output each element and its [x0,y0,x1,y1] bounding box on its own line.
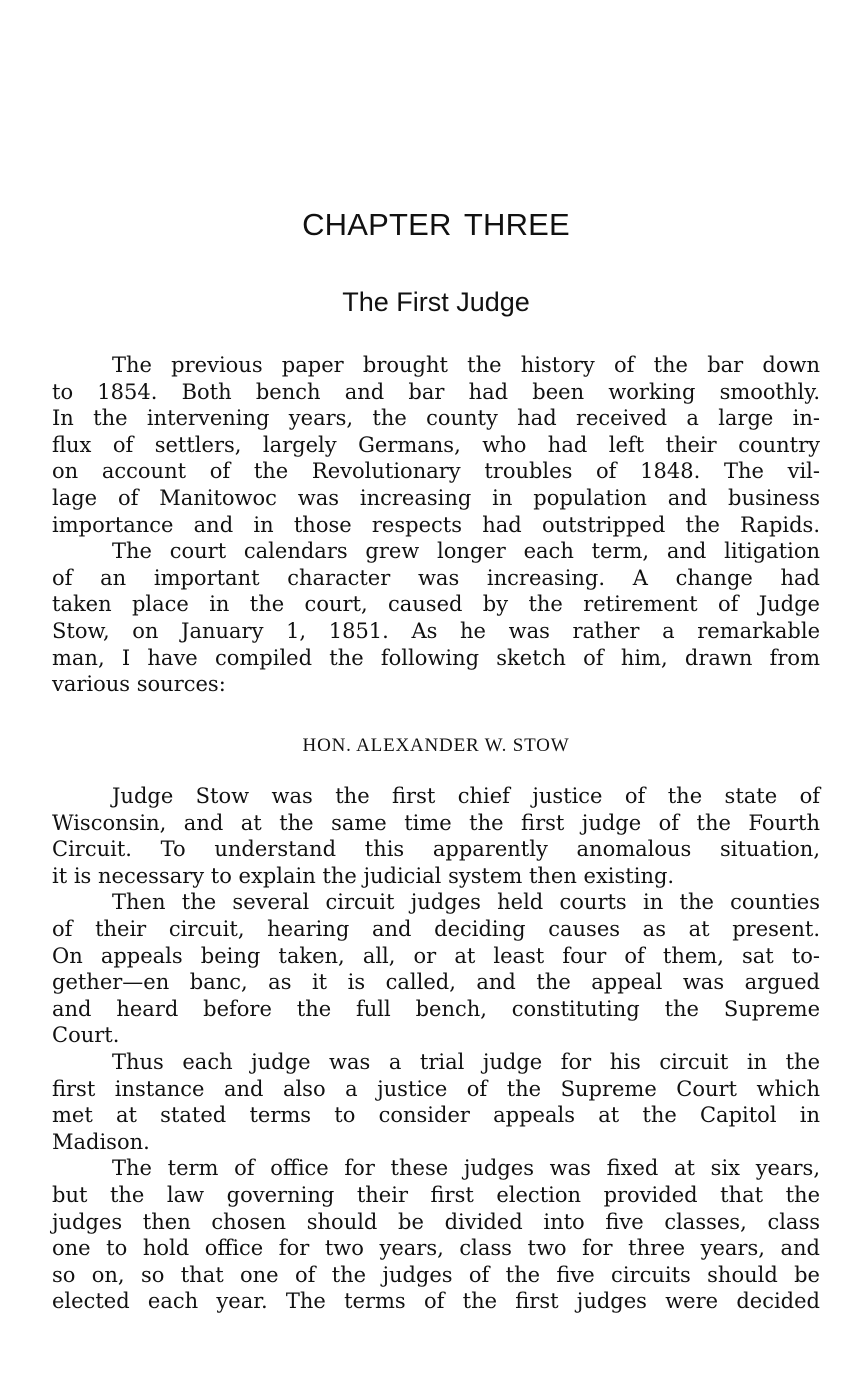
text-line: and heard before the full bench, constituting the Supreme [52,996,820,1021]
paragraph [52,1155,820,1315]
text-line: but the law governing their first election provided that the [52,1182,820,1207]
text-line: Wisconsin, and at the same time the first judge of the Fourth [52,810,820,835]
chapter-title: CHAPTER THREE [302,207,570,242]
text-line: flux of settlers, largely Germans, who had left their country [52,432,820,457]
text-line: Circuit. To understand this apparently anomalous situation, [52,837,820,862]
section-heading: HON. ALEXANDER W. STOW [302,735,570,756]
text-line: on account of the Revolutionary troubles of 1848. The vil- [52,459,820,484]
text-line: Thus each judge was a trial judge for his circuit in the [112,1049,820,1074]
chapter-subtitle: The First Judge [342,287,530,317]
text-line: of their circuit, hearing and deciding causes as at present. [52,916,820,941]
text-line: The court calendars grew longer each term, and litigation [112,539,820,564]
text-line: first instance and also a justice of the Supreme Court which [52,1076,820,1101]
paragraph [52,352,820,538]
paragraph [52,1049,820,1155]
text-line: elected each year. The terms of the first judges were decided [52,1289,820,1314]
text-line: The term of office for these judges was fixed at six years, [112,1156,820,1181]
text-line: On appeals being taken, all, or at least four of them, sat to- [52,943,820,968]
paragraph [52,538,820,698]
paragraph [52,889,820,1049]
text-line: judges then chosen should be divided into five classes, class [52,1209,820,1234]
text-line: to 1854. Both bench and bar had been working smoothly. [52,379,820,404]
text-line: met at stated terms to consider appeals at the Capitol in [52,1103,820,1128]
text-line: it is necessary to explain the judicial system then existing. [52,863,675,888]
text-line: lage of Manitowoc was increasing in population and business [52,485,820,510]
intro-text [52,352,820,698]
text-line: so on, so that one of the judges of the five circuits should be [52,1262,820,1287]
text-line: importance and in those respects had outstripped the Rapids. [52,512,820,537]
paragraph [52,783,820,889]
text-line: Court. [52,1023,120,1048]
text-line: gether—en banc, as it is called, and the appeal was argued [52,970,820,995]
text-line: Judge Stow was the first chief justice of the state of [112,784,820,808]
text-line: Then the several circuit judges held courts in the counties [112,890,820,915]
text-line: Madison. [52,1129,150,1154]
text-line: In the intervening years, the county had received a large in- [52,406,820,431]
section-text [52,783,820,1315]
text-line: various sources: [52,672,226,697]
text-line: Stow, on January 1, 1851. As he was rather a remarkable [52,618,820,643]
text-line: one to hold office for two years, class two for three years, and [52,1236,820,1261]
text-line: The previous paper brought the history of the bar down [112,353,820,377]
text-line: man, I have compiled the following sketch of him, drawn from [52,645,820,670]
text-line: taken place in the court, caused by the retirement of Judge [52,592,820,617]
text-line: of an important character was increasing. A change had [52,565,820,590]
